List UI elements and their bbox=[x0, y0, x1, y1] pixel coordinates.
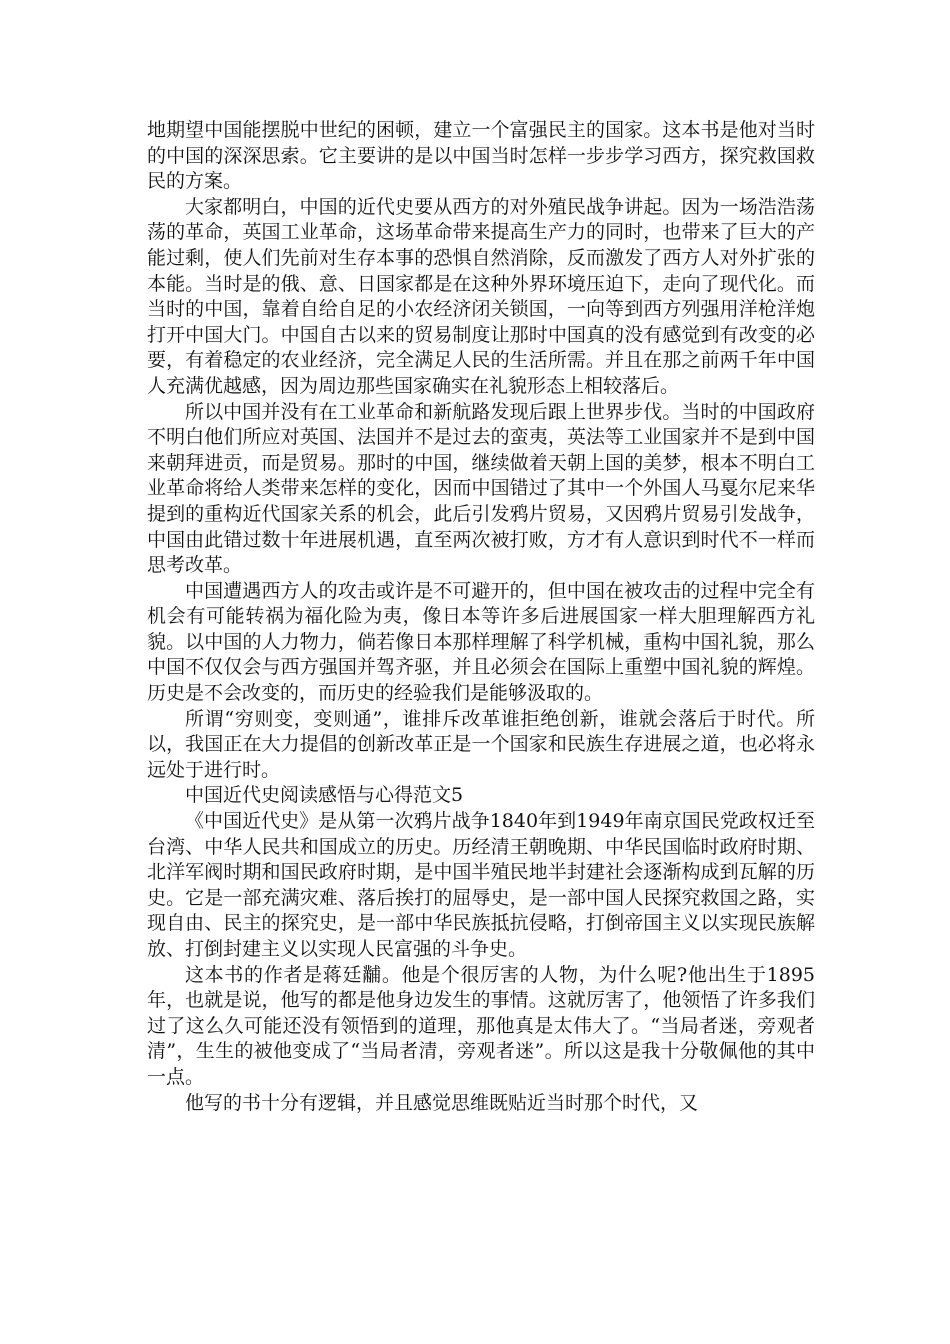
paragraph-opportunity-to-reform: 中国遭遇西方人的攻击或许是不可避开的，但中国在被攻击的过程中完全有机会有可能转祸为福化险为夷，像日本等许多后进展国家一样大胆理解西方礼貌。以中国的人力物力，倘若像日本那样理解了科学机械，重构中国礼貌，那么中国不仅仅会与西方强国并驾齐驱，并且必须会在国际上重塑中国礼貌的辉煌。历史是不会改变的，而历史的经验我们是能够汲取的。 bbox=[147, 579, 815, 705]
paragraph-author: 这本书的作者是蒋廷黼。他是个很厉害的人物，为什么呢?他出生于1895年，也就是说，他写的都是他身边发生的事情。这就厉害了，他领悟了许多我们过了这么久可能还没有领悟到的道理，那他真是太伟大了。“当局者迷，旁观者清”，生生的被他变成了“当局者清，旁观者迷”。所以这是我十分敬佩他的其中一点。 bbox=[147, 963, 815, 1088]
section-heading: 中国近代史阅读感悟与心得范文5 bbox=[185, 784, 464, 807]
paragraph-book-overview: 《中国近代史》是从第一次鸦片战争1840年到1949年南京国民党政权迁至台湾、中华人民共和国成立的历史。历经清王朝晚期、中华民国临时政府时期、北洋军阀时期和国民政府时期，是中国半殖民地半封建社会逐渐构成到瓦解的历史。它是一部充满灾难、落后挨打的屈辱史，是一部中国人民探究救国之路，实现自由、民主的探究史，是一部中华民族抵抗侵略，打倒帝国主义以实现民族解放、打倒封建主义以实现人民富强的斗争史。 bbox=[147, 810, 815, 960]
paragraph-missed-industrial-revolution: 所以中国并没有在工业革命和新航路发现后跟上世界步伐。当时的中国政府不明白他们所应对英国、法国并不是过去的蛮夷，英法等工业国家并不是到中国来朝拜进贡，而是贸易。那时的中国，继续做着天朝上国的美梦，根本不明白工业革命将给人类带来怎样的变化，因而中国错过了其中一个外国人马戛尔尼来华提到的重构近代国家关系的机会，此后引发鸦片贸易，又因鸦片贸易引发战争，中国由此错过数十年进展机遇，直至两次被打败，方才有人意识到时代不一样而思考改革。 bbox=[147, 400, 815, 577]
paragraph-western-colonial-war: 大家都明白，中国的近代史要从西方的对外殖民战争讲起。因为一场浩浩荡荡的革命，英国工业革命，这场革命带来提高生产力的同时，也带来了巨大的产能过剩，使人们先前对生存本事的恐惧自然消除，反而激发了西方人对外扩张的本能。当时是的俄、意、日国家都是在这种外界环境压迫下，走向了现代化。而当时的中国，靠着自给自足的小农经济闭关锁国，一向等到西方列强用洋枪洋炮打开中国大门。中国自古以来的贸易制度让那时中国真的没有感觉到有改变的必要，有着稳定的农业经济，完全满足人民的生活所需。并且在那之前两千年中国人充满优越感，因为周边那些国家确实在礼貌形态上相较落后。 bbox=[147, 195, 815, 397]
paragraph-continued-intro: 地期望中国能摆脱中世纪的困顿，建立一个富强民主的国家。这本书是他对当时的中国的深深思索。它主要讲的是以中国当时怎样一步步学习西方，探究救国救民的方案。 bbox=[147, 119, 815, 193]
paragraph-reform-and-innovation: 所谓“穷则变，变则通”，谁排斥改革谁拒绝创新，谁就会落后于时代。所以，我国正在大力提倡的创新改革正是一个国家和民族生存进展之道，也必将永远处于进行时。 bbox=[147, 707, 815, 781]
paragraph-book-logic: 他写的书十分有逻辑，并且感觉思维既贴近当时那个时代，又 bbox=[185, 1091, 699, 1114]
document-body bbox=[147, 118, 815, 1116]
